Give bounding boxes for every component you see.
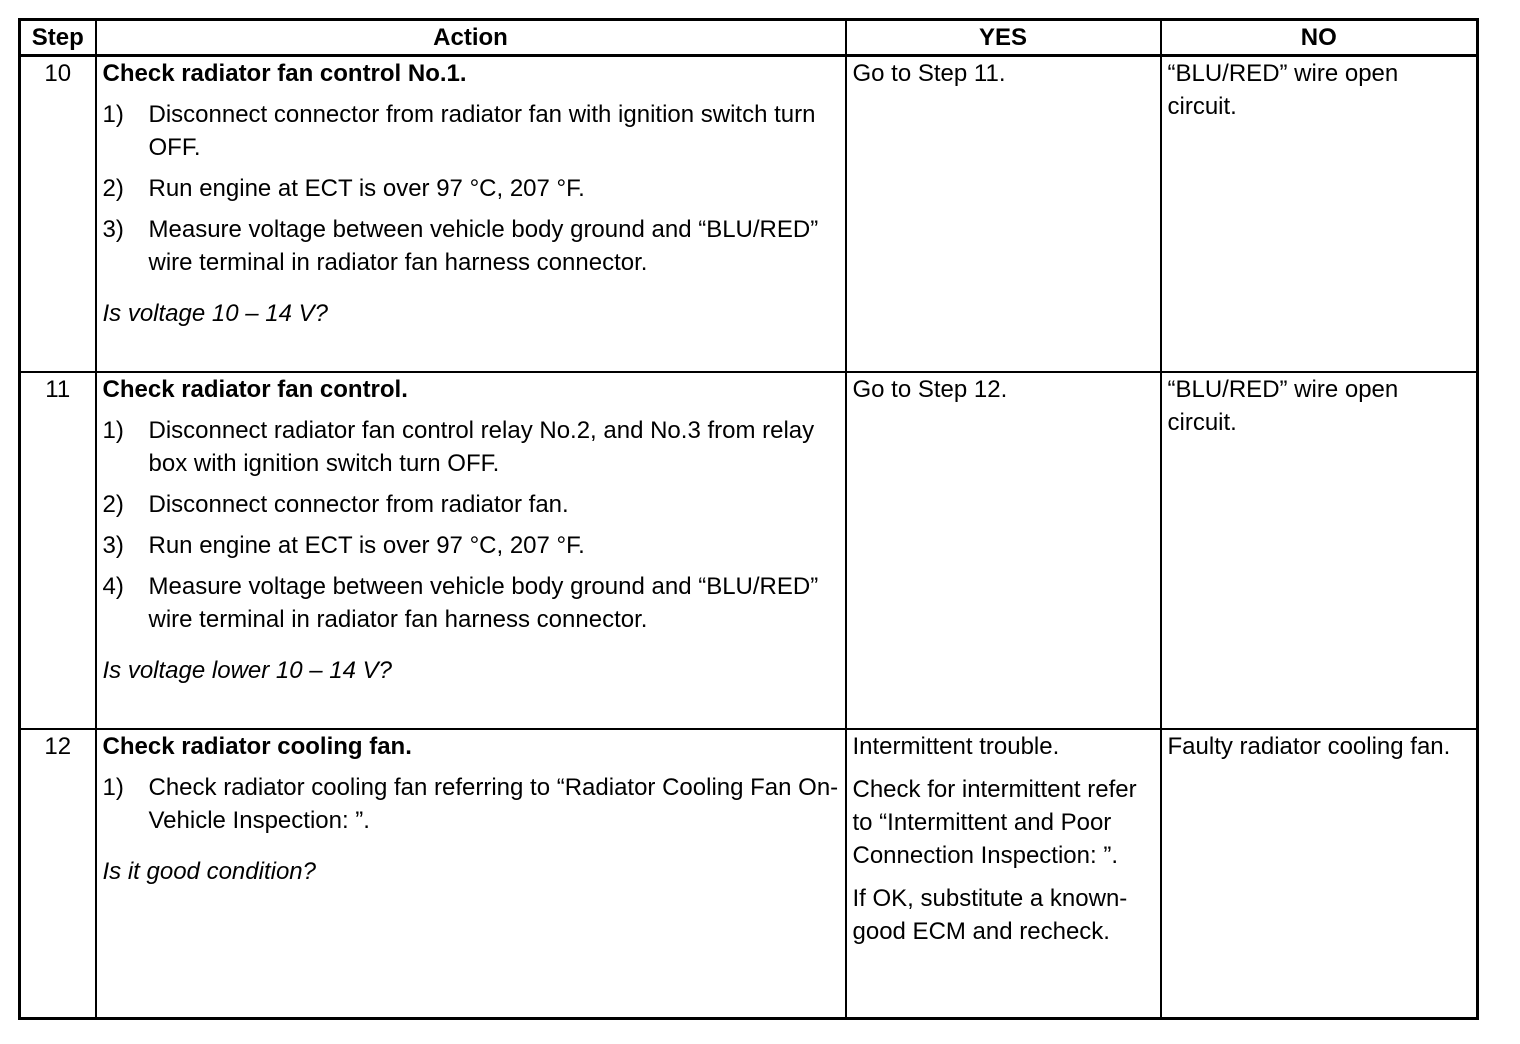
action-question: Is voltage 10 – 14 V? — [102, 300, 328, 327]
substep-text: Run engine at ECT is over 97 °C, 207 °F. — [148, 531, 585, 559]
step-number: 12 — [20, 729, 96, 1019]
substep-text: Measure voltage between vehicle body ground and “BLU/RED” wire terminal in radiator fan harness connector. — [148, 572, 819, 633]
step-number: 10 — [20, 56, 96, 372]
yes-text: Go to Step 12. — [852, 375, 1008, 403]
substep-number: 4) — [102, 572, 124, 600]
substep-text: Disconnect connector from radiator fan. — [148, 490, 569, 518]
substep-text: Measure voltage between vehicle body ground and “BLU/RED” wire terminal in radiator fan harness connector. — [148, 216, 819, 276]
action-question: Is it good condition? — [102, 857, 316, 885]
substep-text: Check radiator cooling fan referring to “Radiator Cooling Fan On-Vehicle Inspection: ”. — [148, 773, 839, 834]
action-cell — [96, 729, 846, 1019]
action-cell — [96, 56, 846, 372]
no-cell — [1161, 56, 1478, 372]
substep — [103, 414, 839, 480]
yes-cell — [846, 372, 1161, 729]
troubleshooting-table — [18, 18, 1479, 1020]
table-row — [20, 372, 1478, 729]
table-row — [20, 56, 1478, 372]
substep-number: 1) — [102, 101, 124, 128]
substep — [103, 529, 839, 562]
substep — [103, 98, 839, 164]
substep — [103, 213, 839, 279]
substep — [103, 771, 839, 837]
no-text: “BLU/RED” wire open circuit. — [1167, 60, 1399, 120]
substep-number: 2) — [102, 175, 124, 202]
header-row — [20, 20, 1478, 56]
yes-text: Check for intermittent refer to “Intermittent and Poor Connection Inspection: ”. — [852, 775, 1137, 869]
yes-text: Intermittent trouble. — [852, 732, 1060, 760]
header-yes: YES — [846, 20, 1161, 56]
action-title: Check radiator fan control. — [102, 375, 408, 403]
yes-text: If OK, substitute a known-good ECM and recheck. — [852, 884, 1128, 945]
substep-text: Disconnect connector from radiator fan with ignition switch turn OFF. — [148, 101, 816, 161]
no-text: “BLU/RED” wire open circuit. — [1167, 375, 1399, 436]
yes-text: Go to Step 11. — [852, 60, 1006, 87]
header-no: NO — [1161, 20, 1478, 56]
no-cell — [1161, 729, 1478, 1019]
no-cell — [1161, 372, 1478, 729]
substep-number: 1) — [102, 773, 124, 801]
substep-number: 2) — [102, 490, 124, 518]
substep-number: 3) — [102, 216, 124, 243]
substep — [103, 172, 839, 205]
substep — [103, 488, 839, 521]
substep-text: Disconnect radiator fan control relay No.2, and No.3 from relay box with ignition switch turn OFF. — [148, 416, 815, 477]
action-title: Check radiator cooling fan. — [102, 732, 412, 760]
substep — [103, 570, 839, 636]
substep-text: Run engine at ECT is over 97 °C, 207 °F. — [148, 175, 585, 202]
substep-number: 3) — [102, 531, 124, 559]
step-number: 11 — [20, 372, 96, 729]
action-title: Check radiator fan control No.1. — [102, 60, 467, 87]
yes-cell — [846, 729, 1161, 1019]
header-step: Step — [20, 20, 96, 56]
action-question: Is voltage lower 10 – 14 V? — [102, 656, 393, 684]
no-text: Faulty radiator cooling fan. — [1167, 732, 1451, 760]
header-action: Action — [96, 20, 846, 56]
substep-number: 1) — [102, 416, 124, 444]
yes-cell — [846, 56, 1161, 372]
action-cell — [96, 372, 846, 729]
table-row — [20, 729, 1478, 1019]
